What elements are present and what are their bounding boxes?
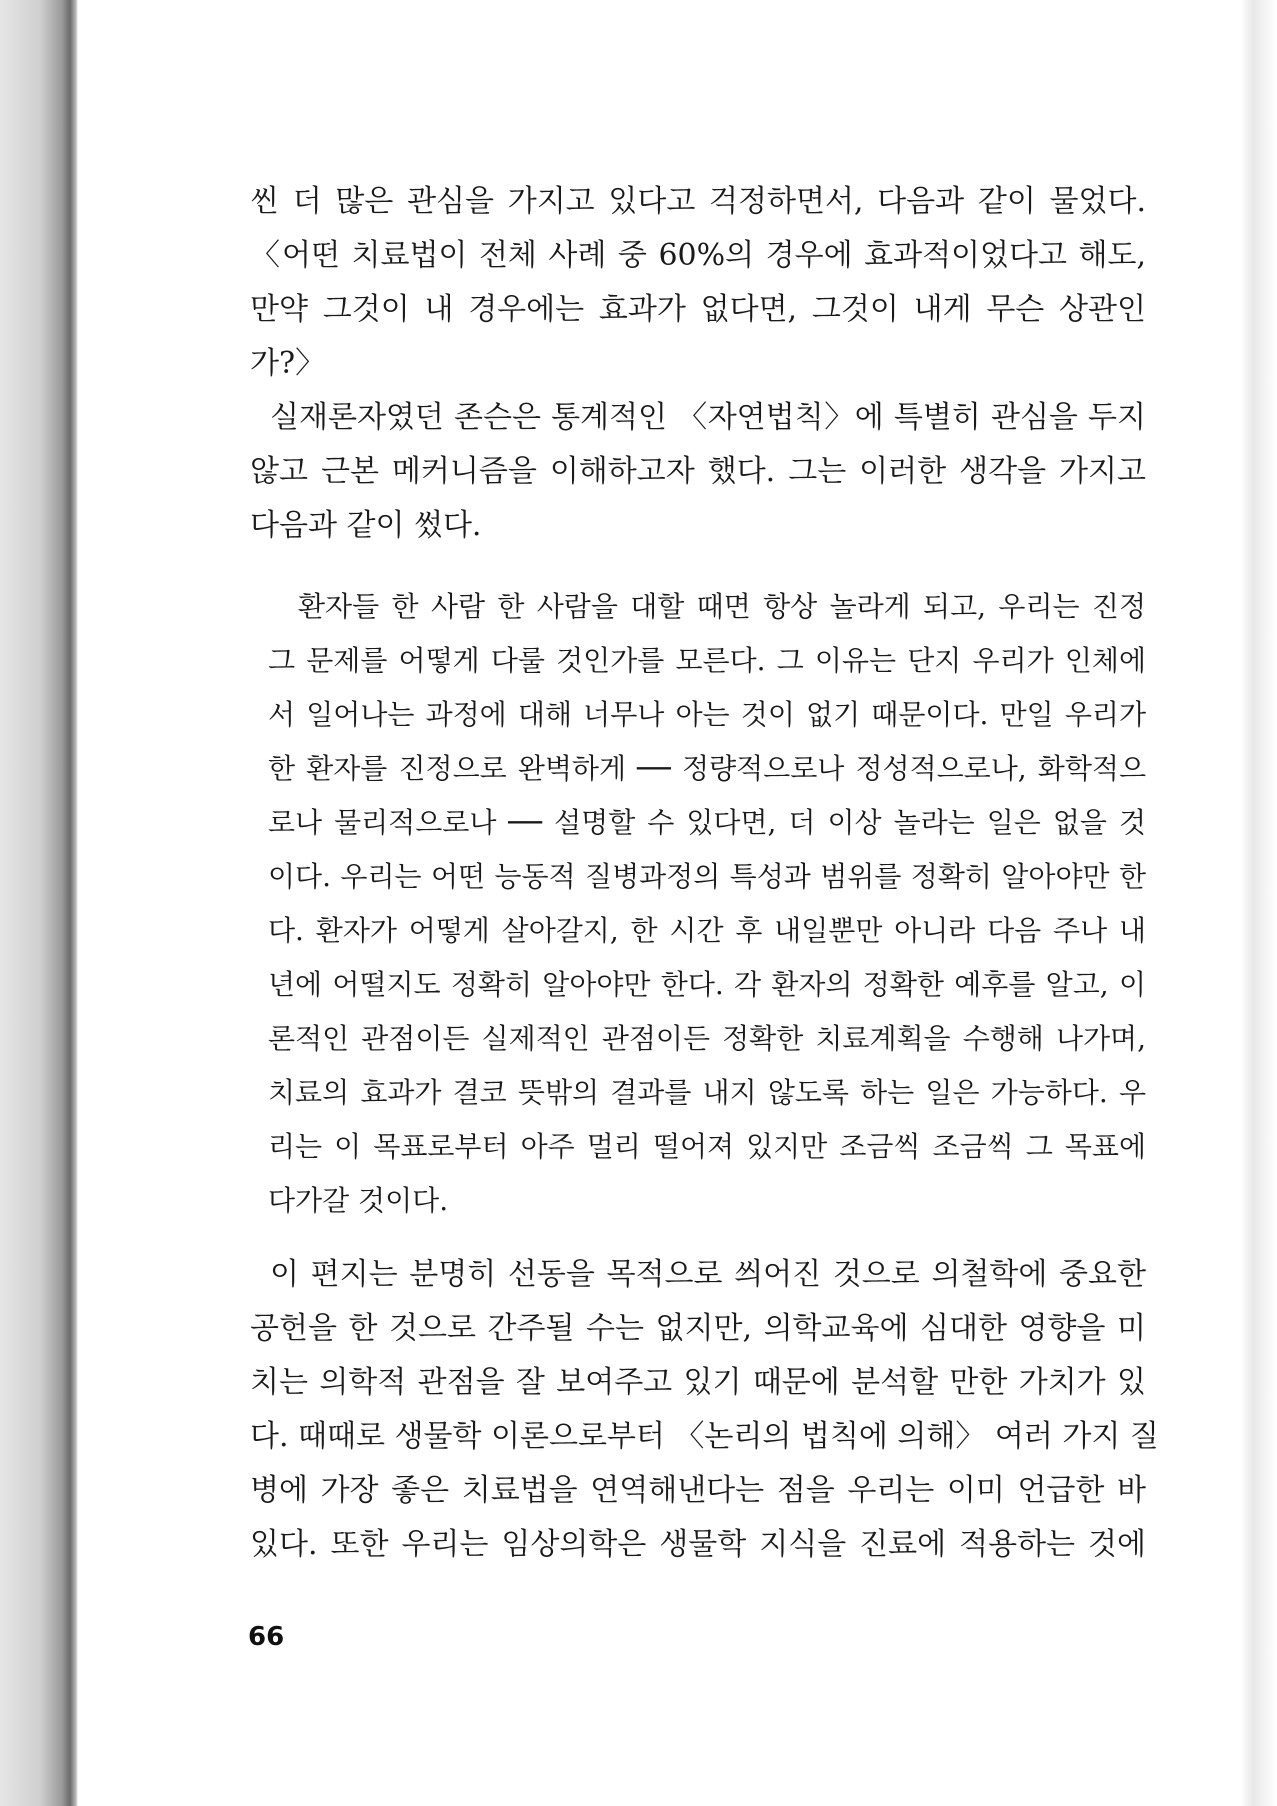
text-line: 이다. 우리는 어떤 능동적 질병과정의 특성과 범위를 정확히 알아야만 한 (268, 860, 1146, 893)
book-spine-shadow (0, 0, 78, 1806)
text-line: 다. 환자가 어떻게 살아갈지, 한 시간 후 내일뿐만 아니라 다음 주나 내 (268, 914, 1146, 947)
text-line: 다가갈 것이다. (268, 1184, 449, 1217)
text-line: 한 환자를 진정으로 완벽하게 ── 정량적으로나 정성적으로나, 화학적으 (268, 752, 1146, 785)
block-quote (268, 580, 1146, 1228)
text-line: 리는 이 목표로부터 아주 멀리 떨어져 있지만 조금씩 조금씩 그 목표에 (268, 1130, 1146, 1163)
text-line: 가?〉 (250, 346, 326, 381)
page-edge-shadow (1241, 0, 1277, 1806)
text-line: 로나 물리적으로나 ── 설명할 수 있다면, 더 이상 놀라는 일은 없을 것 (268, 806, 1146, 839)
text-line: 만약 그것이 내 경우에는 효과가 없다면, 그것이 내게 무슨 상관인 (250, 292, 1146, 327)
text-line: 않고 근본 메커니즘을 이해하고자 했다. 그는 이러한 생각을 가지고 (250, 454, 1146, 489)
text-line: 서 일어나는 과정에 대해 너무나 아는 것이 없기 때문이다. 만일 우리가 (268, 698, 1146, 731)
text-line: 론적인 관점이든 실제적인 관점이든 정확한 치료계획을 수행해 나가며, (268, 1022, 1146, 1055)
text-line: 실재론자였던 존슨은 통계적인 〈자연법칙〉에 특별히 관심을 두지 (270, 400, 1146, 435)
text-line: 이 편지는 분명히 선동을 목적으로 씌어진 것으로 의철학에 중요한 (270, 1257, 1146, 1292)
text-line: 다. 때때로 생물학 이론으로부터 〈논리의 법칙에 의해〉 여러 가지 질 (250, 1419, 1159, 1454)
text-line: 있다. 또한 우리는 임상의학은 생물학 지식을 진료에 적용하는 것에 (250, 1527, 1146, 1562)
text-line: 환자들 한 사람 한 사람을 대할 때면 항상 놀라게 되고, 우리는 진정 (298, 590, 1146, 623)
text-line: 그 문제를 어떻게 다룰 것인가를 모른다. 그 이유는 단지 우리가 인체에 (268, 644, 1146, 677)
text-line: 병에 가장 좋은 치료법을 연역해낸다는 점을 우리는 이미 언급한 바 (250, 1473, 1146, 1508)
text-line: 다음과 같이 썼다. (250, 508, 482, 543)
paragraph-2 (250, 391, 1146, 553)
paragraph-4 (250, 1248, 1159, 1572)
text-line: 년에 어떨지도 정확히 알아야만 한다. 각 환자의 정확한 예후를 알고, 이 (268, 968, 1146, 1001)
page-number: 66 (248, 1622, 285, 1652)
text-line: 치는 의학적 관점을 잘 보여주고 있기 때문에 분석할 만한 가치가 있 (250, 1365, 1146, 1400)
text-line: 〈어떤 치료법이 전체 사례 중 60%의 경우에 효과적이었다고 해도, (250, 238, 1146, 273)
text-line: 공헌을 한 것으로 간주될 수는 없지만, 의학교육에 심대한 영향을 미 (250, 1311, 1146, 1346)
text-line: 치료의 효과가 결코 뜻밖의 결과를 내지 않도록 하는 일은 가능하다. 우 (268, 1076, 1146, 1109)
text-line: 씬 더 많은 관심을 가지고 있다고 걱정하면서, 다음과 같이 물었다. (250, 184, 1146, 219)
paragraph-1 (250, 175, 1146, 391)
